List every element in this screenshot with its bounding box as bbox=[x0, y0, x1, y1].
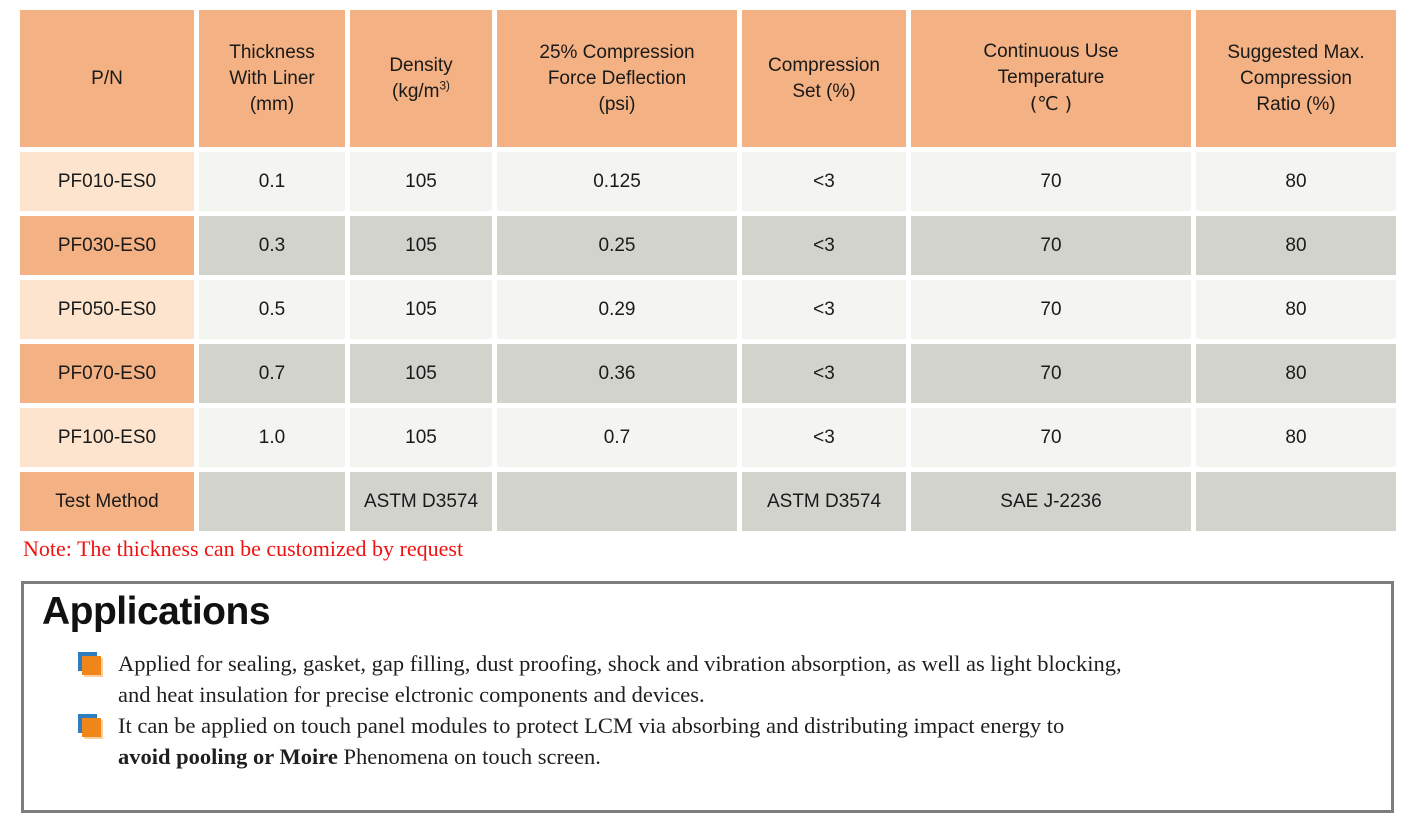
table-cell: 80 bbox=[1196, 216, 1396, 275]
table-cell: 0.125 bbox=[497, 152, 737, 211]
applications-bullet-list bbox=[42, 648, 1377, 772]
table-cell: 80 bbox=[1196, 408, 1396, 467]
table-cell: 80 bbox=[1196, 152, 1396, 211]
table-cell: 105 bbox=[350, 408, 492, 467]
table-cell: ASTM D3574 bbox=[350, 472, 492, 531]
table-cell: <3 bbox=[742, 344, 906, 403]
col-header-compression-set-label: Compression Set (%) bbox=[768, 54, 880, 102]
table-cell: 105 bbox=[350, 216, 492, 275]
table-cell: 70 bbox=[911, 152, 1191, 211]
col-header-compression-set bbox=[742, 10, 906, 147]
table-cell: 70 bbox=[911, 344, 1191, 403]
table-row-pn: PF030-ES0 bbox=[20, 216, 194, 275]
table-cell: 0.5 bbox=[199, 280, 345, 339]
table-cell-empty bbox=[497, 472, 737, 531]
bullet-text: Applied for sealing, gasket, gap filling, dust proofing, shock and vibration absorption, as well as light blocking, and heat insulation for precise elctronic components and devices. bbox=[118, 651, 1122, 707]
spec-table bbox=[20, 10, 1396, 531]
table-cell-empty bbox=[1196, 472, 1396, 531]
table-row-pn: PF100-ES0 bbox=[20, 408, 194, 467]
col-header-temperature-label: Continuous Use Temperature (℃ ) bbox=[983, 41, 1119, 115]
col-header-cfd-label: 25% Compression Force Deflection (psi) bbox=[539, 41, 695, 115]
square-bullet-icon bbox=[78, 714, 104, 740]
bullet-text: It can be applied on touch panel modules to protect LCM via absorbing and distributing impact energy to avoid pooling or Moire Phenomena on touch screen. bbox=[118, 713, 1065, 769]
table-cell: <3 bbox=[742, 280, 906, 339]
list-item bbox=[42, 648, 1377, 710]
col-header-density-label: Density ($kg/m^{3)}$ bbox=[389, 54, 453, 102]
col-header-thickness-label: Thickness With Liner (mm) bbox=[229, 41, 315, 115]
table-cell: 0.7 bbox=[199, 344, 345, 403]
col-header-density bbox=[350, 10, 492, 147]
col-header-pn-label: P/N bbox=[91, 67, 123, 89]
table-cell: SAE J-2236 bbox=[911, 472, 1191, 531]
table-cell: 0.7 bbox=[497, 408, 737, 467]
table-cell: 0.29 bbox=[497, 280, 737, 339]
table-cell: <3 bbox=[742, 408, 906, 467]
thickness-note: Note: The thickness can be customized by request bbox=[23, 536, 464, 561]
table-cell: 0.25 bbox=[497, 216, 737, 275]
table-cell: 70 bbox=[911, 280, 1191, 339]
col-header-temperature bbox=[911, 10, 1191, 147]
table-row-pn: PF070-ES0 bbox=[20, 344, 194, 403]
applications-section bbox=[21, 581, 1394, 813]
col-header-max-ratio bbox=[1196, 10, 1396, 147]
col-header-cfd bbox=[497, 10, 737, 147]
table-cell: <3 bbox=[742, 152, 906, 211]
table-cell-empty bbox=[199, 472, 345, 531]
table-cell: 105 bbox=[350, 152, 492, 211]
square-bullet-icon bbox=[78, 652, 104, 678]
table-cell: 70 bbox=[911, 216, 1191, 275]
col-header-thickness bbox=[199, 10, 345, 147]
table-cell: 80 bbox=[1196, 344, 1396, 403]
table-row-pn: PF050-ES0 bbox=[20, 280, 194, 339]
list-item bbox=[42, 710, 1377, 772]
table-cell: 105 bbox=[350, 280, 492, 339]
table-cell: 70 bbox=[911, 408, 1191, 467]
col-header-pn bbox=[20, 10, 194, 147]
col-header-max-ratio-label: Suggested Max. Compression Ratio (%) bbox=[1227, 41, 1365, 115]
table-cell: 0.1 bbox=[199, 152, 345, 211]
table-cell: <3 bbox=[742, 216, 906, 275]
test-method-label-cell: Test Method bbox=[20, 472, 194, 531]
table-row-pn: PF010-ES0 bbox=[20, 152, 194, 211]
table-cell: 105 bbox=[350, 344, 492, 403]
applications-title: Applications bbox=[42, 590, 271, 633]
table-cell: 0.36 bbox=[497, 344, 737, 403]
table-cell: 80 bbox=[1196, 280, 1396, 339]
table-cell: 1.0 bbox=[199, 408, 345, 467]
table-cell: 0.3 bbox=[199, 216, 345, 275]
table-cell: ASTM D3574 bbox=[742, 472, 906, 531]
